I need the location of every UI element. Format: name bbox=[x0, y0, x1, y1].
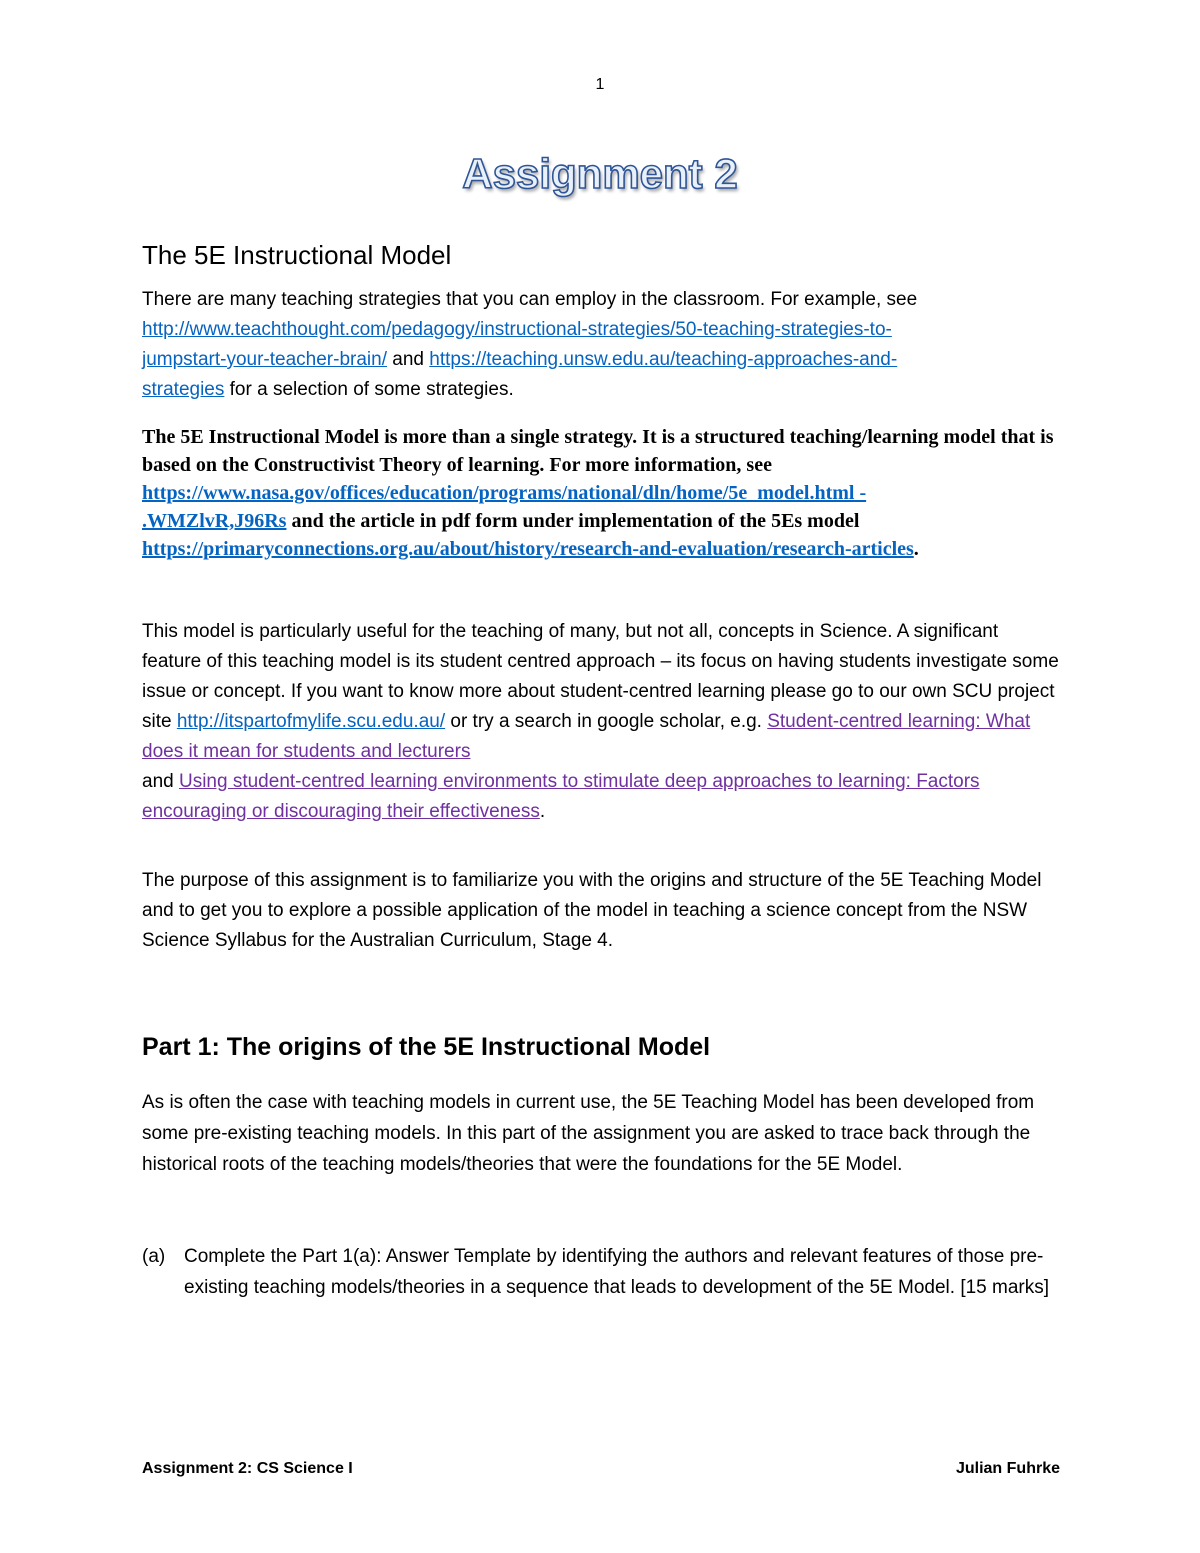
scu-project-link[interactable]: http://itspartofmylife.scu.edu.au/ bbox=[176, 711, 446, 732]
search-text: or try a search in google scholar, e.g. bbox=[445, 711, 768, 732]
intro-tail-text: for a selection of some strategies. bbox=[224, 379, 514, 400]
page-number: 1 bbox=[595, 76, 605, 93]
document-title: Assignment 2 bbox=[462, 150, 738, 197]
footer-right: Julian Fuhrke bbox=[955, 1460, 1060, 1477]
teachthought-link-cont[interactable]: jumpstart-your-teacher-brain/ bbox=[142, 349, 387, 370]
student-centred-article-link[interactable]: Student-centred learning: What does it mean for students and lecturers bbox=[142, 711, 1031, 762]
intro-paragraph bbox=[142, 285, 1062, 405]
student-centred-text: This model is particularly useful for the teaching of many, but not all, concepts in Science. A significant feature of this teaching model is its student centred approach – its focus on having students investigate some issue or concept. If you want to know more about student-centred learning please go to our own SCU project site bbox=[142, 621, 1059, 732]
footer-left: Assignment 2: CS Science I bbox=[142, 1460, 353, 1477]
purpose-paragraph: The purpose of this assignment is to familiarize you with the origins and structure of the 5E Teaching Model and to get you to explore a possible application of the model in teaching a science concept from the NSW Science Syllabus for the Australian Curriculum, Stage 4. bbox=[142, 870, 1042, 951]
nasa-link[interactable]: https://www.nasa.gov/offices/education/programs/national/dln/home/5e_model.html - bbox=[142, 482, 867, 504]
unsw-link[interactable]: https://teaching.unsw.edu.au/teaching-approaches-and- bbox=[429, 349, 898, 370]
origins-paragraph: As is often the case with teaching models in current use, the 5E Teaching Model has been developed from some pre-existing teaching models. In this part of the assignment you are asked to trace back through the historical roots of the teaching models/theories that were the foundations for the 5E Model. bbox=[142, 1092, 1035, 1175]
nasa-link-cont[interactable]: .WMZlvR,J96Rs bbox=[142, 510, 287, 532]
model-description-text: The 5E Instructional Model is more than a single strategy. It is a structured teaching/learning model that is based on the Constructivist Theory of learning. For more information, see bbox=[142, 426, 1054, 476]
deep-approaches-article-link[interactable]: Using student-centred learning environments to stimulate deep approaches to learning: Factors encouraging or discouraging their effectiveness bbox=[142, 771, 980, 822]
article-text: and the article in pdf form under implementation of the 5Es model bbox=[286, 510, 860, 532]
and-text: and bbox=[386, 349, 430, 370]
and-text-2: and bbox=[142, 771, 179, 792]
list-item-label: (a) bbox=[142, 1246, 166, 1267]
part1-heading: Part 1: The origins of the 5E Instructional Model bbox=[142, 1033, 711, 1061]
intro-text: There are many teaching strategies that you can employ in the classroom. For example, see bbox=[142, 289, 918, 310]
unsw-link-cont[interactable]: strategies bbox=[142, 379, 225, 400]
list-item bbox=[142, 1241, 1062, 1303]
teachthought-link[interactable]: http://www.teachthought.com/pedagogy/instructional-strategies/50-teaching-strategies-to- bbox=[142, 319, 892, 340]
student-centred-paragraph bbox=[142, 617, 1062, 827]
list-item-text: Complete the Part 1(a): Answer Template by identifying the authors and relevant features of those pre-existing teaching models/theories in a sequence that leads to development of the 5E Model. [15 marks] bbox=[184, 1246, 1050, 1298]
primaryconnections-link[interactable]: https://primaryconnections.org.au/about/history/research-and-evaluation/research-articles bbox=[142, 538, 914, 560]
section-heading: The 5E Instructional Model bbox=[142, 240, 452, 270]
period-text: . bbox=[913, 538, 919, 560]
model-description-paragraph bbox=[142, 423, 1062, 563]
period-text-2: . bbox=[539, 801, 546, 822]
